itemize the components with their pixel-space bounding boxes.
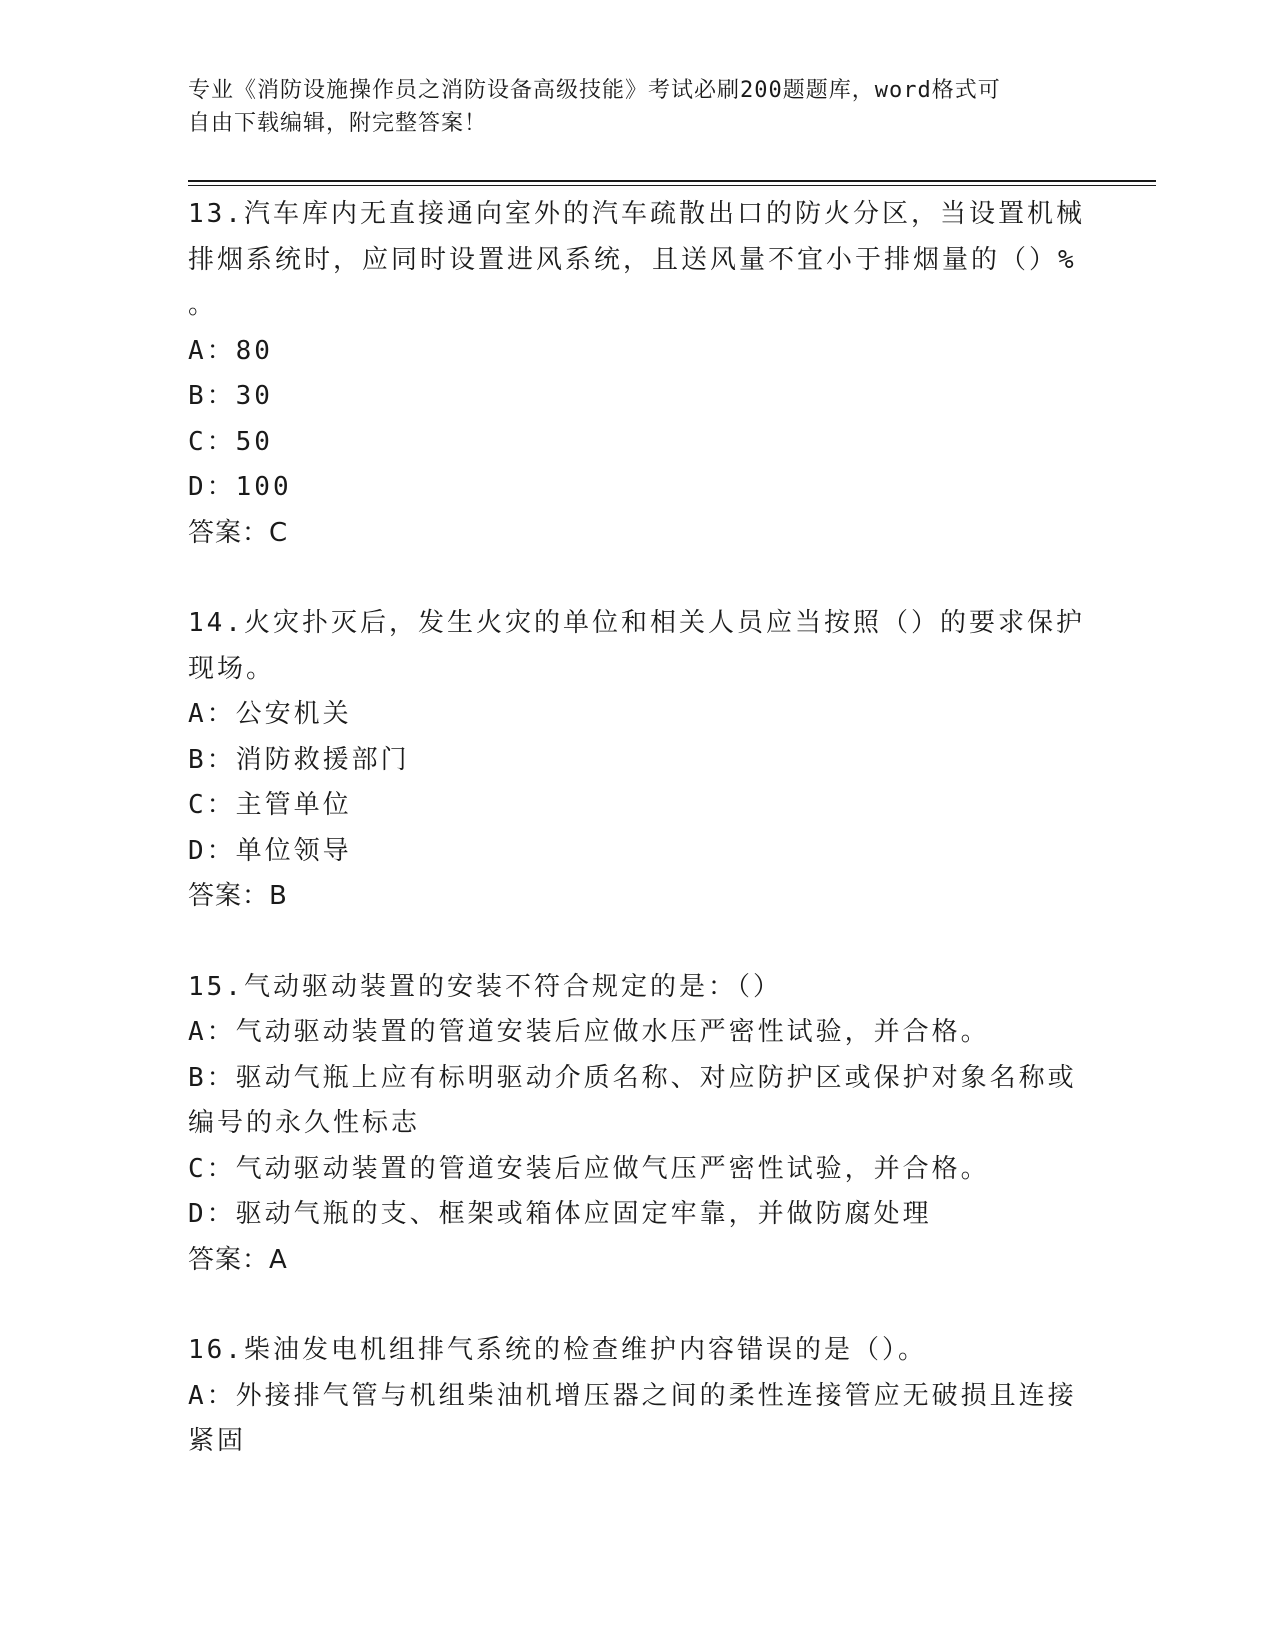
- question-stem-line: 。: [188, 290, 218, 320]
- option-a: A：外接排气管与机组柴油机增压器之间的柔性连接管应无破损且连接: [188, 1380, 1077, 1411]
- option-b: B：30: [188, 381, 273, 411]
- option-a: A：公安机关: [188, 699, 352, 729]
- option-b: B：驱动气瓶上应有标明驱动介质名称、对应防护区或保护对象名称或: [188, 1062, 1077, 1093]
- header-line-2: 自由下载编辑，附完整答案！: [188, 111, 488, 136]
- option-d: D：单位领导: [188, 835, 352, 866]
- spacer: [188, 920, 1068, 965]
- document-header: [188, 74, 1068, 140]
- option-d: D：100: [188, 472, 292, 502]
- option-c: C：气动驱动装置的管道安装后应做气压严密性试验，并合格。: [188, 1153, 990, 1184]
- question-list: [188, 192, 1085, 1465]
- question-13: [188, 192, 1085, 556]
- answer-line: 答案：A: [188, 1244, 288, 1275]
- option-b: B：消防救援部门: [188, 744, 410, 775]
- question-stem-line: 现场。: [188, 653, 276, 684]
- question-stem-line: 14.火灾扑灭后，发生火灾的单位和相关人员应当按照（）的要求保护: [188, 608, 1085, 638]
- question-stem-line: 16.柴油发电机组排气系统的检查维护内容错误的是（）。: [188, 1335, 927, 1365]
- question-stem-line: 13.汽车库内无直接通向室外的汽车疏散出口的防火分区，当设置机械: [188, 199, 1085, 229]
- option-b-continued: 编号的永久性标志: [188, 1108, 421, 1138]
- option-d: D：驱动气瓶的支、框架或箱体应固定牢靠，并做防腐处理: [188, 1199, 932, 1229]
- question-stem-line: 排烟系统时，应同时设置进风系统，且送风量不宜小于排烟量的（）%: [188, 244, 1077, 275]
- option-a-continued: 紧固: [188, 1426, 247, 1456]
- spacer: [188, 1283, 1068, 1328]
- option-c: C：50: [188, 426, 273, 457]
- option-a: A：气动驱动装置的管道安装后应做水压严密性试验，并合格。: [188, 1017, 990, 1047]
- question-stem-line: 15.气动驱动装置的安装不符合规定的是：（）: [188, 971, 782, 1002]
- question-15: [188, 965, 1077, 1284]
- answer-line: 答案：B: [188, 881, 288, 911]
- header-line-1: 专业《消防设施操作员之消防设备高级技能》考试必刷200题题库，word格式可: [188, 78, 1001, 103]
- header-divider: [188, 180, 1156, 186]
- answer-line: 答案：C: [188, 517, 289, 548]
- spacer: [188, 556, 1068, 601]
- question-14: [188, 601, 1085, 920]
- question-16: [188, 1328, 1077, 1465]
- option-c: C：主管单位: [188, 790, 352, 820]
- option-a: A：80: [188, 335, 273, 366]
